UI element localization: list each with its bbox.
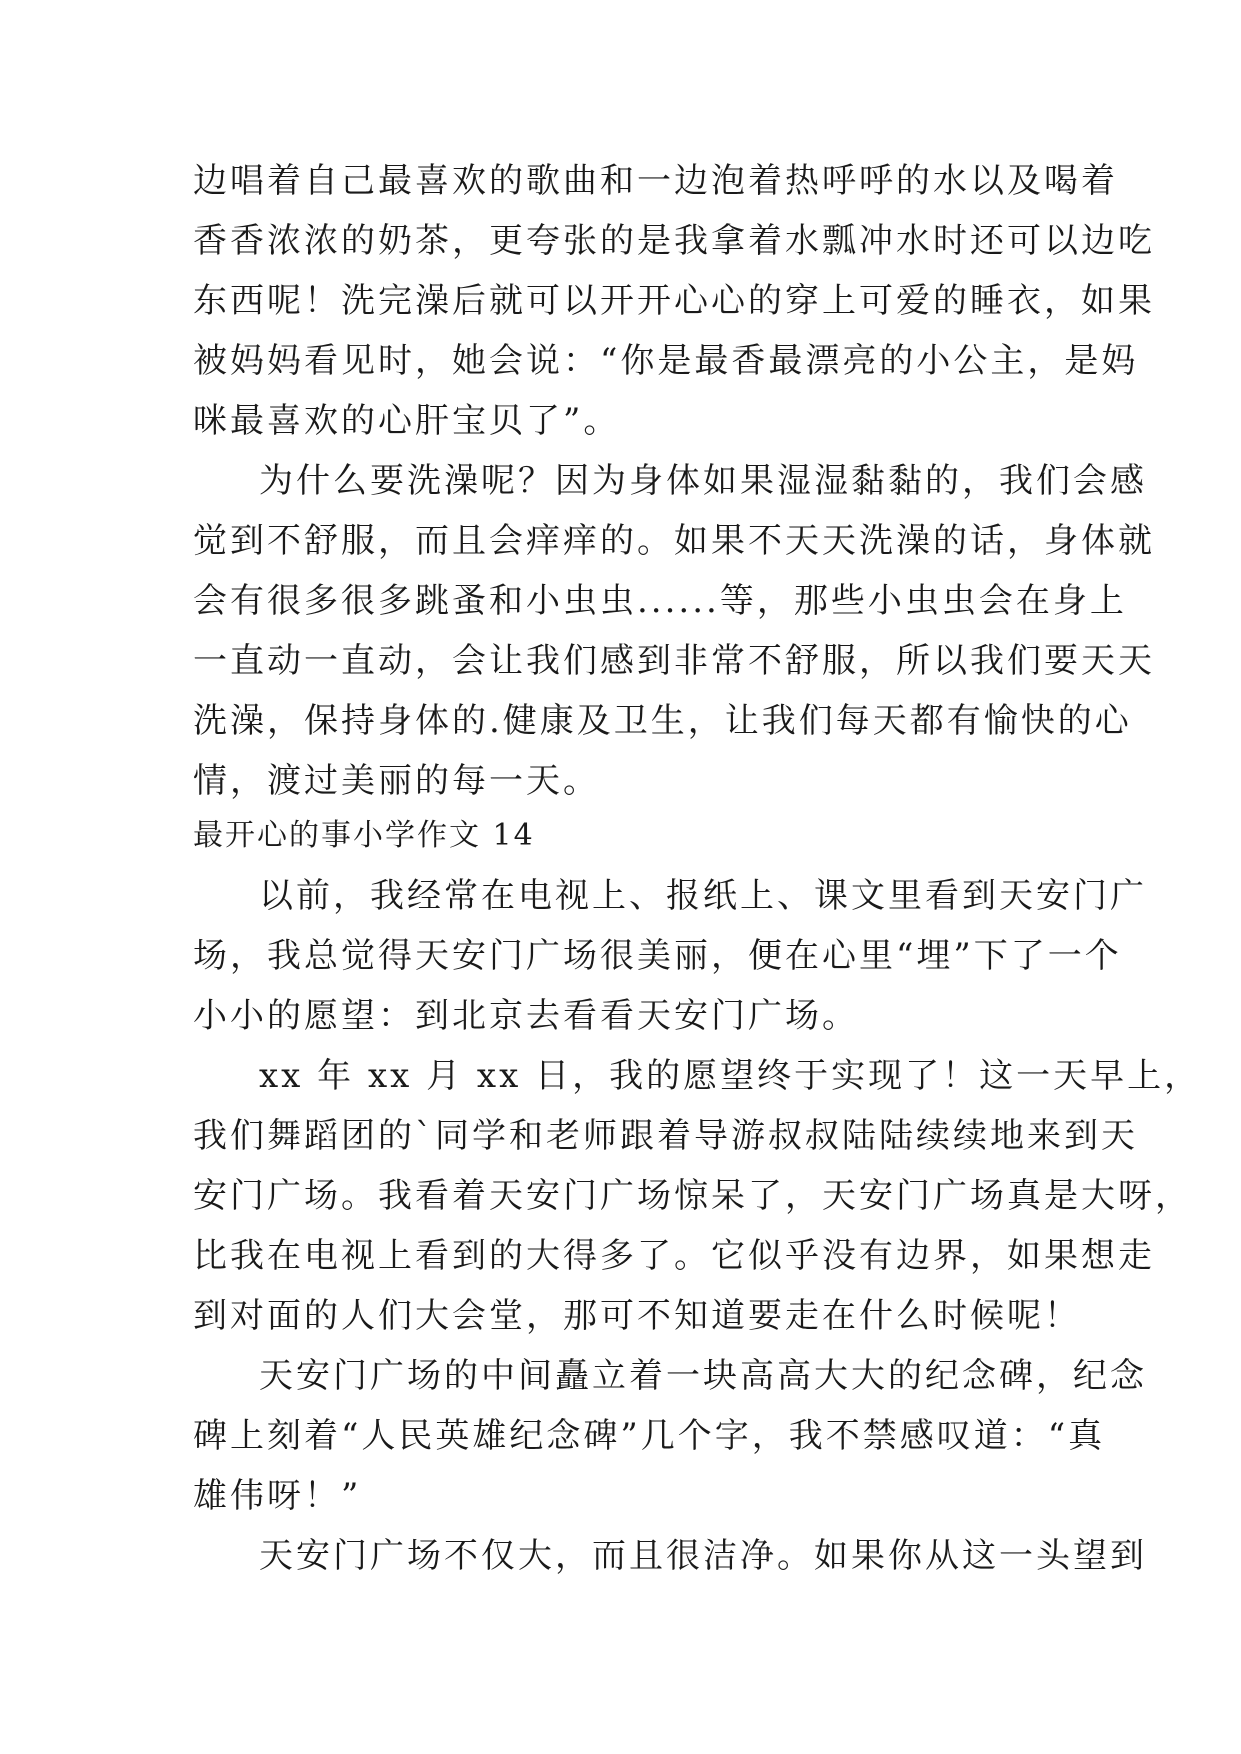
body-line: 咪最喜欢的心肝宝贝了”。 xyxy=(193,401,621,441)
paragraph-start-line: 天安门广场的中间矗立着一块高高大大的纪念碑，纪念 xyxy=(259,1356,1147,1396)
body-line: 我们舞蹈团的`同学和老师跟着导游叔叔陆陆续续地来到天 xyxy=(193,1116,1138,1156)
section-heading: 最开心的事小学作文 14 xyxy=(193,818,535,853)
body-line: 情，渡过美丽的每一天。 xyxy=(193,761,600,801)
body-line: 到对面的人们大会堂，那可不知道要走在什么时候呢！ xyxy=(193,1296,1081,1336)
body-line: 一直动一直动，会让我们感到非常不舒服，所以我们要天天 xyxy=(193,641,1155,681)
body-line: 洗澡，保持身体的.健康及卫生，让我们每天都有愉快的心 xyxy=(193,701,1132,741)
body-line: 会有很多很多跳蚤和小虫虫......等，那些小虫虫会在身上 xyxy=(193,581,1127,621)
body-line: 安门广场。我看着天安门广场惊呆了，天安门广场真是大呀， xyxy=(193,1176,1192,1216)
paragraph-start-line: xx 年 xx 月 xx 日，我的愿望终于实现了！这一天早上， xyxy=(259,1056,1202,1096)
body-line: 雄伟呀！” xyxy=(193,1476,362,1516)
body-line: 觉到不舒服，而且会痒痒的。如果不天天洗澡的话，身体就 xyxy=(193,521,1155,561)
body-line: 东西呢！洗完澡后就可以开开心心的穿上可爱的睡衣，如果 xyxy=(193,281,1155,321)
paragraph-start-line: 为什么要洗澡呢？因为身体如果湿湿黏黏的，我们会感 xyxy=(259,461,1147,501)
body-line: 小小的愿望：到北京去看看天安门广场。 xyxy=(193,996,859,1036)
body-line: 香香浓浓的奶茶，更夸张的是我拿着水瓢冲水时还可以边吃 xyxy=(193,221,1155,261)
body-line: 场，我总觉得天安门广场很美丽，便在心里“埋”下了一个 xyxy=(193,936,1122,976)
body-line: 被妈妈看见时，她会说：“你是最香最漂亮的小公主，是妈 xyxy=(193,341,1139,381)
body-line: 碑上刻着“人民英雄纪念碑”几个字，我不禁感叹道：“真 xyxy=(193,1416,1106,1456)
body-line: 比我在电视上看到的大得多了。它似乎没有边界，如果想走 xyxy=(193,1236,1155,1276)
paragraph-start-line: 以前，我经常在电视上、报纸上、课文里看到天安门广 xyxy=(259,876,1147,916)
paragraph-start-line: 天安门广场不仅大，而且很洁净。如果你从这一头望到 xyxy=(259,1536,1147,1576)
body-line: 边唱着自己最喜欢的歌曲和一边泡着热呼呼的水以及喝着 xyxy=(193,161,1118,201)
